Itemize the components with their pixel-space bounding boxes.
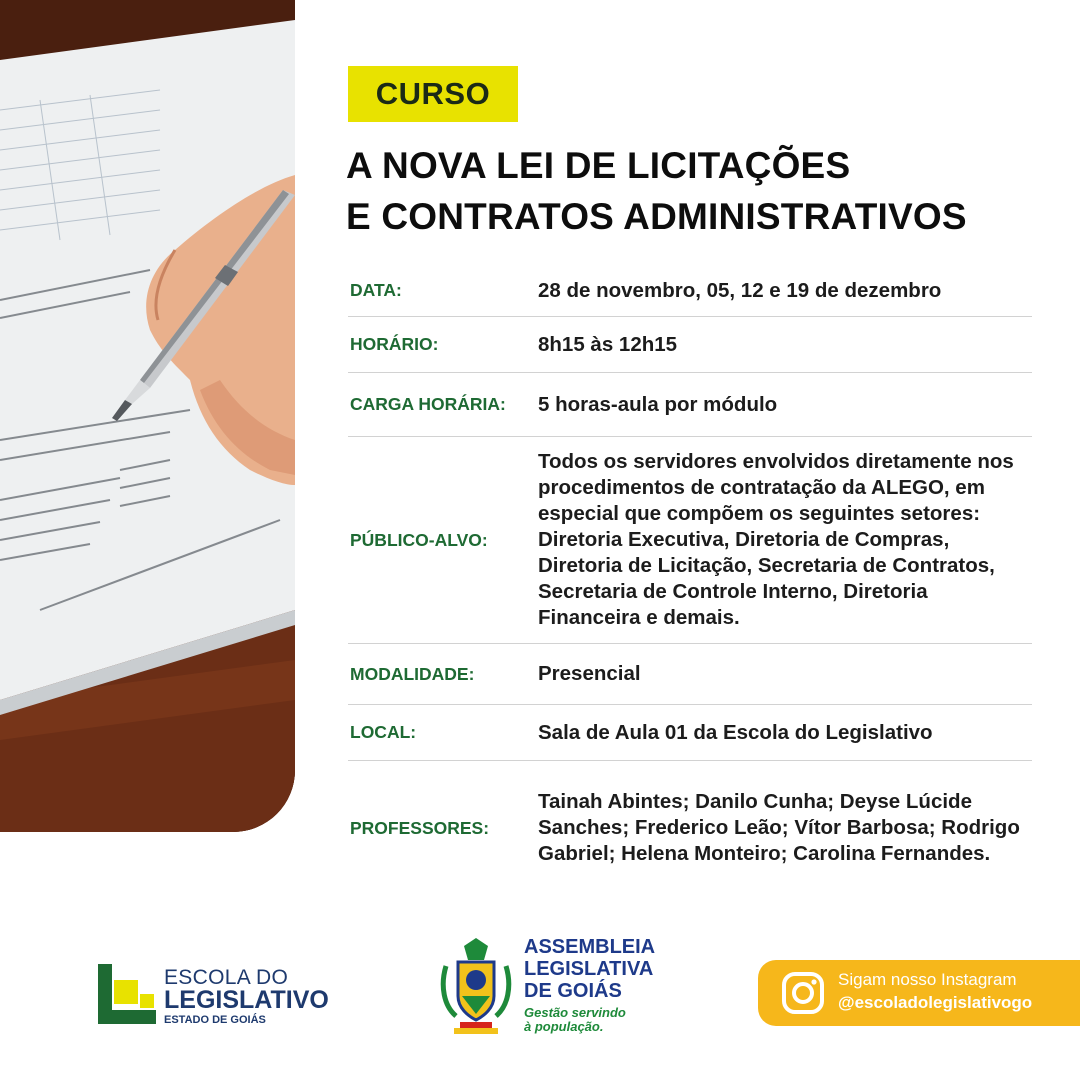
- workload-value: 5 horas-aula por módulo: [538, 392, 778, 416]
- escola-line2: LEGISLATIVO: [164, 986, 329, 1014]
- course-title-line1: A NOVA LEI DE LICITAÇÕES: [346, 145, 851, 186]
- info-row-modality: [348, 644, 1032, 705]
- course-badge: CURSO: [348, 66, 518, 122]
- info-row-schedule: [348, 317, 1032, 373]
- instagram-cta: Sigam nosso Instagram: [838, 970, 1017, 989]
- info-row-date: [348, 265, 1032, 317]
- alego-name: [524, 936, 655, 1002]
- teachers-label: PROFESSORES:: [350, 817, 490, 838]
- info-row-teachers: [348, 761, 1032, 895]
- alego-logo: [438, 936, 678, 1036]
- alego-line1: ASSEMBLEIA: [524, 936, 656, 958]
- document-signing-photo: [0, 0, 295, 832]
- audience-value: Todos os servidores envolvidos diretamente nos procedimentos de contratação da ALEGO, em especial que compõem os seguintes setores: Diretoria Executiva, Diretoria de Compras, Diretoria de Licitação, Secretaria de Contratos, Secretaria de Controle Interno, Diretoria Financeira e demais.: [538, 450, 1014, 629]
- escola-line3: ESTADO DE GOIÁS: [164, 1014, 266, 1026]
- info-row-location: [348, 705, 1032, 761]
- date-value: 28 de novembro, 05, 12 e 19 de dezembro: [538, 278, 942, 302]
- audience-label: PÚBLICO-ALVO:: [350, 529, 488, 550]
- course-info-table: [348, 265, 1032, 895]
- teachers-value: Tainah Abintes; Danilo Cunha; Deyse Lúcide Sanches; Frederico Leão; Vítor Barbosa; Rodrigo Gabriel; Helena Monteiro; Carolina Fernandes.: [538, 790, 1020, 865]
- course-title: [346, 140, 1046, 242]
- photo-illustration: [0, 0, 295, 832]
- escola-legislativo-logo: [98, 964, 338, 1026]
- modality-value: Presencial: [538, 662, 641, 685]
- instagram-banner[interactable]: [758, 960, 1080, 1026]
- workload-label: CARGA HORÁRIA:: [350, 394, 506, 414]
- location-label: LOCAL:: [350, 722, 417, 742]
- alego-slogan1: Gestão servindo: [524, 1005, 626, 1020]
- course-title-line2: E CONTRATOS ADMINISTRATIVOS: [346, 196, 967, 237]
- modality-label: MODALIDADE:: [350, 663, 475, 684]
- schedule-label: HORÁRIO:: [350, 334, 439, 354]
- info-row-workload: [348, 373, 1032, 437]
- instagram-handle[interactable]: @escoladolegislativogo: [838, 993, 1033, 1012]
- alego-slogan: [524, 1006, 626, 1034]
- escola-line1: ESCOLA DO: [164, 966, 289, 989]
- schedule-value: 8h15 às 12h15: [538, 332, 678, 356]
- alego-slogan2: à população.: [524, 1019, 604, 1034]
- alego-line2: LEGISLATIVA: [524, 958, 654, 980]
- date-label: DATA:: [350, 280, 402, 300]
- location-value: Sala de Aula 01 da Escola do Legislativo: [538, 720, 933, 744]
- escola-logo-mark-icon: [98, 964, 156, 1024]
- goias-coat-of-arms-icon: [438, 936, 514, 1036]
- alego-line3: DE GOIÁS: [524, 980, 622, 1002]
- instagram-icon: [780, 970, 826, 1016]
- info-row-audience: [348, 437, 1032, 644]
